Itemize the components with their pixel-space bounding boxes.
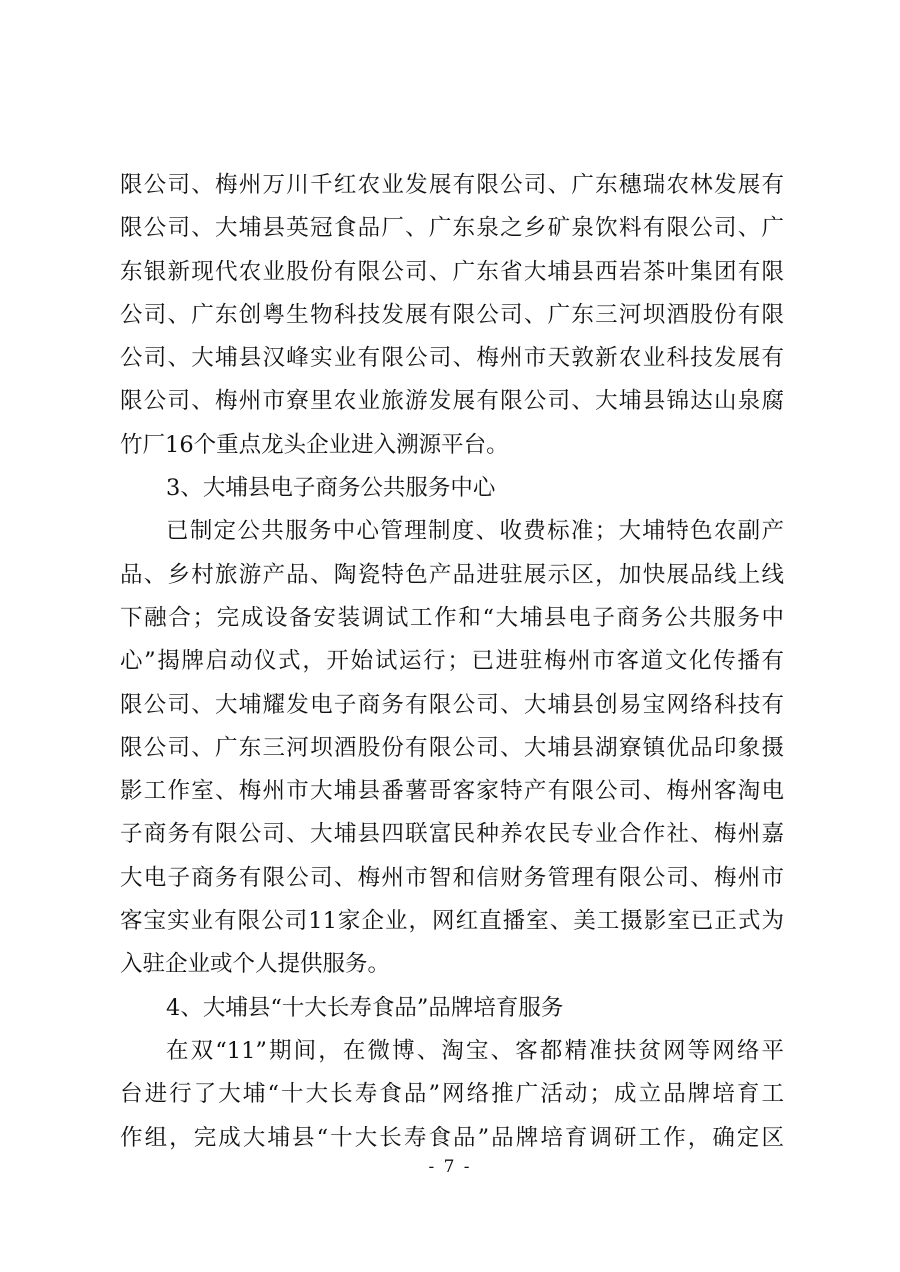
body-text: [120, 164, 784, 1160]
text-line: 客宝实业有限公司11家企业，网红直播室、美工摄影室已正式为: [120, 908, 784, 935]
text-line: 下融合；完成设备安装调试工作和“大埔县电子商务公共服务中: [120, 604, 784, 631]
text-line: 公司、大埔县汉峰实业有限公司、梅州市天敦新农业科技发展有: [120, 345, 784, 372]
text-line: 子商务有限公司、大埔县四联富民种养农民专业合作社、梅州嘉: [120, 821, 784, 848]
page-number: - 7 -: [428, 1157, 472, 1177]
text-line: 公司、广东创粤生物科技发展有限公司、广东三河坝酒股份有限: [120, 301, 784, 328]
text-line: 竹厂16个重点龙头企业进入溯源平台。: [120, 431, 509, 458]
text-line: 东银新现代农业股份有限公司、广东省大埔县西岩茶叶集团有限: [120, 258, 784, 285]
text-line: 入驻企业或个人提供服务。: [120, 951, 391, 978]
section-heading-3: 3、大埔县电子商务公共服务中心: [166, 475, 496, 502]
section-heading-4: 4、大埔县“十大长寿食品”品牌培育服务: [166, 994, 564, 1021]
text-line: 限公司、梅州市寮里农业旅游发展有限公司、大埔县锦达山泉腐: [120, 388, 784, 415]
text-line: 大电子商务有限公司、梅州市智和信财务管理有限公司、梅州市: [120, 864, 784, 891]
text-line: 作组，完成大埔县“十大长寿食品”品牌培育调研工作，确定区: [120, 1124, 784, 1151]
text-line: 限公司、梅州万川千红农业发展有限公司、广东穗瑞农林发展有: [120, 172, 784, 198]
text-line: 限公司、广东三河坝酒股份有限公司、大埔县湖寮镇优品印象摄: [120, 734, 784, 761]
text-line: 心”揭牌启动仪式，开始试运行；已进驻梅州市客道文化传播有: [120, 648, 784, 675]
text-line: 品、乡村旅游产品、陶瓷特色产品进驻展示区，加快展品线上线: [120, 561, 784, 588]
paragraph-start: 在双“11”期间，在微博、淘宝、客都精准扶贫网等网络平: [166, 1037, 784, 1064]
text-line: 限公司、大埔耀发电子商务有限公司、大埔县创易宝网络科技有: [120, 691, 784, 718]
paragraph-start: 已制定公共服务中心管理制度、收费标准；大埔特色农副产: [166, 518, 784, 545]
text-line: 影工作室、梅州市大埔县番薯哥客家特产有限公司、梅州客淘电: [120, 778, 784, 805]
text-line: 台进行了大埔“十大长寿食品”网络推广活动；成立品牌培育工: [120, 1081, 784, 1108]
text-line: 限公司、大埔县英冠食品厂、广东泉之乡矿泉饮料有限公司、广: [120, 215, 784, 242]
